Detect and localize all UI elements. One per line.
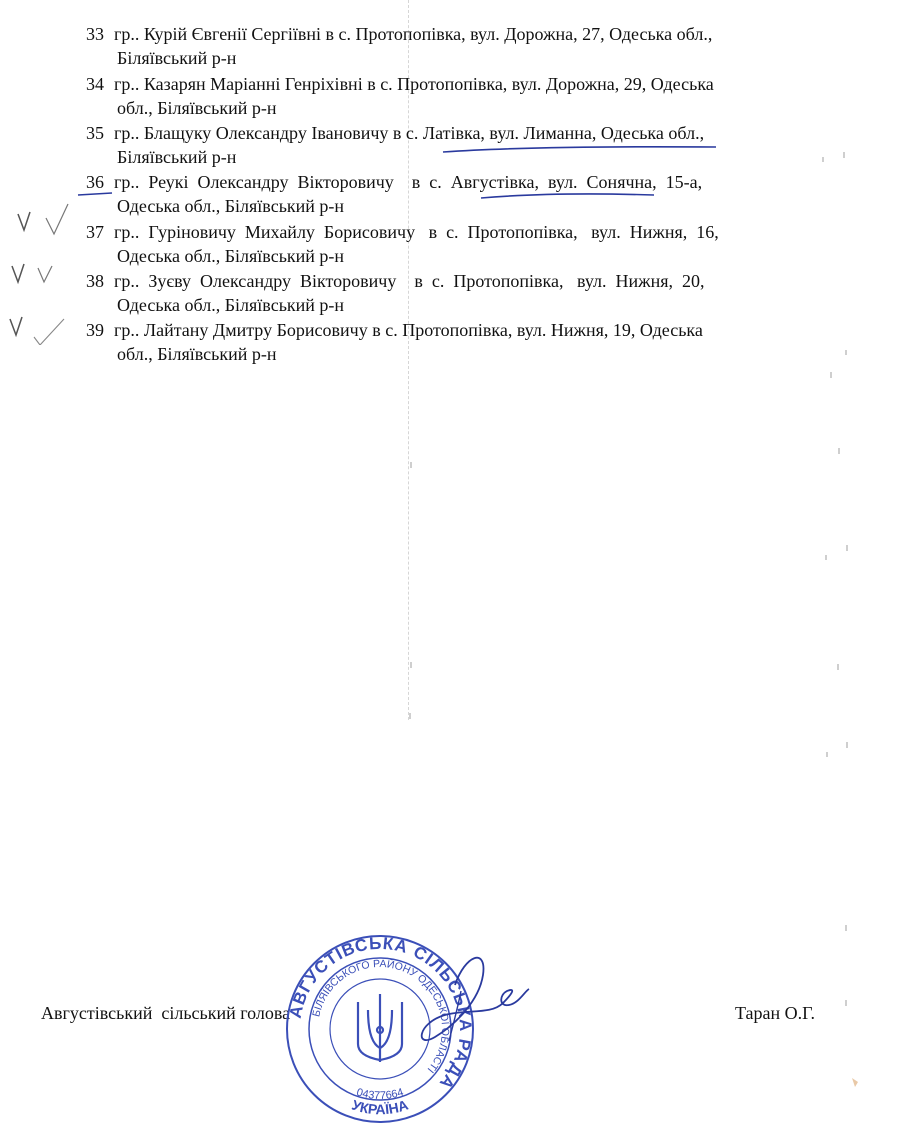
entry-number: 36 [86,172,104,192]
entry-text-cont: Одеська обл., Біляївський р-н [117,196,345,216]
entry-text-cont: Біляївський р-н [117,48,237,68]
stamp-inner-text: БІЛЯЇВСЬКОГО РАЙОНУ ОДЕСЬКОЇ ОБЛАСТІ [310,957,452,1076]
entry-text: гр.. Гуріновичу Михайлу Борисовичу в с. Протопопівка, вул. Нижня, 16, [114,222,719,242]
entry-text: гр.. Реукі Олександру Вікторовичу в с. Августівка, вул. Сонячна, 15-а, [114,172,703,192]
signatory-position: Августівський сільський голова [41,1003,291,1023]
entry-number: 35 [86,123,104,143]
entry-number: 33 [86,24,104,44]
entry-text: гр.. Зуєву Олександру Вікторовичу в с. Протопопівка, вул. Нижня, 20, [114,271,705,291]
entry-text-cont: Одеська обл., Біляївський р-н [117,246,345,266]
entry-text-cont: Біляївський р-н [117,147,237,167]
stamp-country: УКРАЇНА [349,1096,411,1118]
entry-text-cont: обл., Біляївський р-н [117,344,277,364]
entry-number: 39 [86,320,104,340]
entry-text: гр.. Лайтану Дмитру Борисовичу в с. Протопопівка, вул. Нижня, 19, Одеська [114,320,703,340]
entry-text-cont: Одеська обл., Біляївський р-н [117,295,345,315]
entry-number: 38 [86,271,104,291]
entry-text-cont: обл., Біляївський р-н [117,98,277,118]
entry-text: гр.. Курій Євгенії Сергіївні в с. Протопопівка, вул. Дорожна, 27, Одеська обл., [114,24,713,44]
entry-number: 37 [86,222,104,242]
stamp-outer-text: АВГУСТІВСЬКА СІЛЬСЬКА РАДА [285,933,476,1094]
stamp-code: 04377664 [355,1086,405,1102]
entry-number: 34 [86,74,104,94]
entry-text: гр.. Казарян Маріанні Генріхівні в с. Протопопівка, вул. Дорожна, 29, Одеська [114,74,714,94]
signatory-name: Таран О.Г. [735,1003,816,1023]
entry-text: гр.. Блащуку Олександру Івановичу в с. Латівка, вул. Лиманна, Одеська обл., [114,123,705,143]
